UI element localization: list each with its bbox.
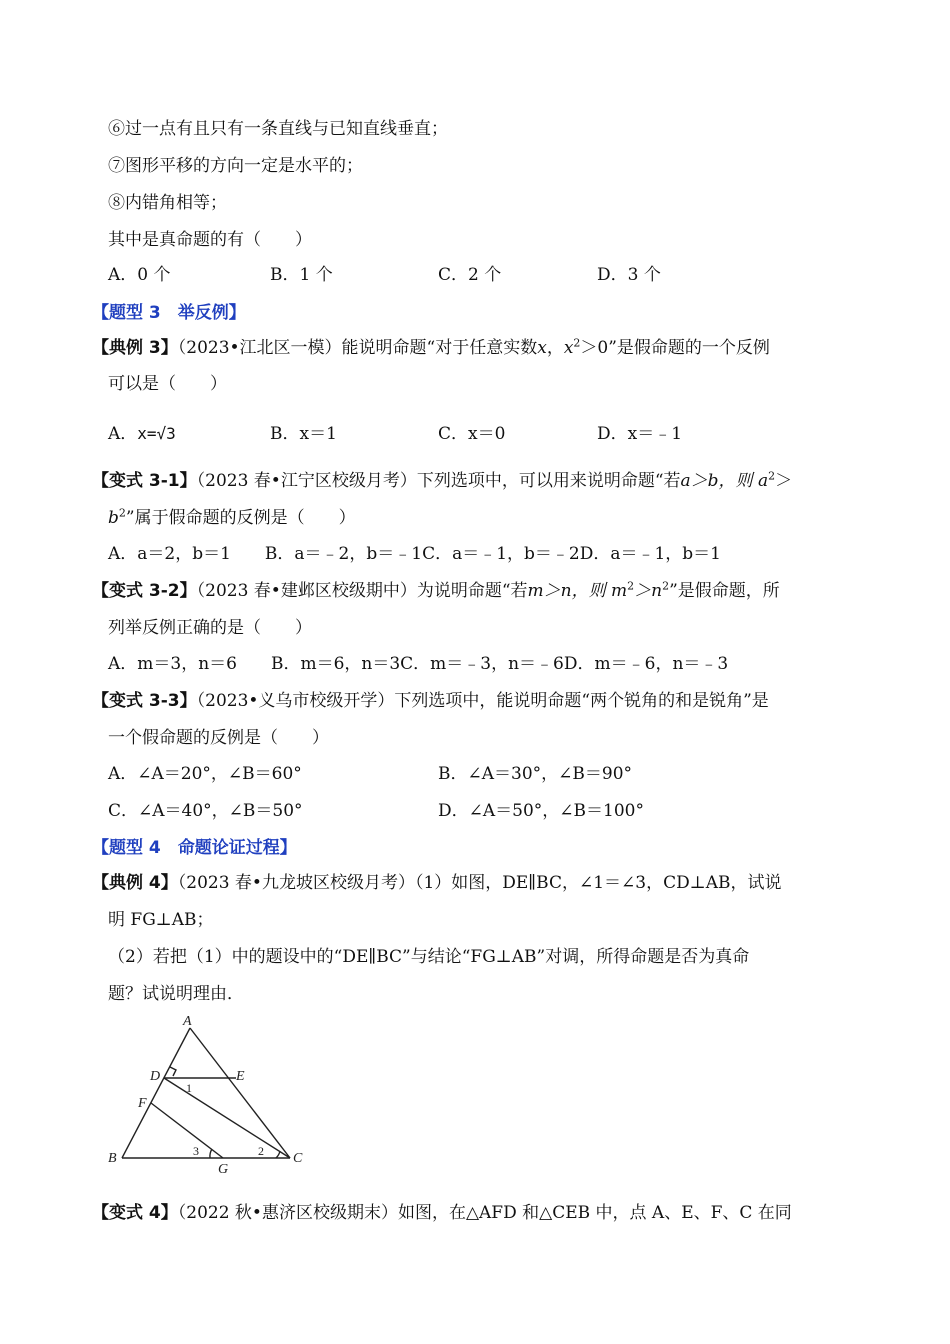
label-D: D (150, 1069, 161, 1084)
label-G: G (218, 1162, 229, 1175)
example3-option-d: D．x＝﹣1 (597, 424, 683, 444)
segment-AC (190, 1028, 290, 1158)
option-a-prefix: A． (108, 424, 138, 444)
variant31-tag: 【变式 3-1】 (92, 471, 197, 491)
variant33-option-c: C．∠A＝40°，∠B＝50° (108, 801, 303, 821)
example3-source: （2023•江北区一模）能说明命题“对于任意实数 (177, 338, 538, 358)
label-F: F (138, 1096, 147, 1111)
variant32-cond: m＞n，则 m (527, 581, 628, 601)
option-c: C．2 个 (438, 265, 502, 285)
geometry-figure (100, 1010, 320, 1175)
variant31-b: b (108, 508, 119, 528)
segment-AB (122, 1028, 190, 1158)
list-item-6: ⑥过一点有且只有一条直线与已知直线垂直； (108, 119, 448, 139)
label-2: 2 (258, 1144, 264, 1158)
variant32-tag: 【变式 3-2】 (92, 581, 197, 601)
var-x: x (537, 338, 547, 358)
example4-text: （2023 春•九龙坡区校级月考）（1）如图，DE∥BC，∠1＝∠3，CD⊥AB，试说 (177, 873, 782, 893)
label-1: 1 (186, 1081, 192, 1095)
variant32-tail: ”是假命题，所 (669, 581, 780, 601)
variant32-line2: 列举反例正确的是（ ） (108, 618, 312, 638)
variant4-tag: 【变式 4】 (92, 1203, 178, 1223)
list-item-8: ⑧内错角相等； (108, 193, 227, 213)
option-a: A．0 个 (108, 265, 171, 285)
example3-option-c: C．x＝0 (438, 424, 506, 444)
label-B: B (108, 1151, 117, 1166)
variant31-line1 (92, 470, 792, 492)
variant31-text: （2023 春•江宁区校级月考）下列选项中，可以用来说明命题“若 (196, 471, 681, 491)
variant31-line2 (108, 507, 356, 529)
variant31-cond: a＞b，则 a (680, 471, 769, 491)
example3-option-b: B．x＝1 (270, 424, 337, 444)
variant31-rest: ”属于假命题的反例是（ ） (125, 508, 356, 528)
variant33-text: （2023•义乌市校级开学）下列选项中，能说明命题“两个锐角的和是锐角”是 (196, 691, 769, 711)
label-A: A (183, 1014, 192, 1029)
variant33-tag: 【变式 3-3】 (92, 691, 197, 711)
question-prompt: 其中是真命题的有（ ） (108, 230, 312, 250)
variant31-gt: ＞ (775, 471, 793, 491)
variant32-text: （2023 春•建邺区校级期中）为说明命题“若 (196, 581, 528, 601)
variant33-option-d: D．∠A＝50°，∠B＝100° (438, 801, 644, 821)
section-heading-type4: 【题型 4 命题论证过程】 (92, 838, 297, 858)
variant4-line1 (92, 1202, 792, 1224)
segment-DC (164, 1078, 290, 1158)
example3-tag: 【典例 3】 (92, 338, 178, 358)
variant32-line1 (92, 580, 780, 602)
variant33-option-a: A．∠A＝20°，∠B＝60° (108, 764, 302, 784)
variant32-options: A．m＝3，n＝6 B．m＝6，n＝3C．m＝﹣3，n＝﹣6D．m＝﹣6，n＝﹣3 (108, 654, 729, 674)
right-angle-mark (170, 1067, 176, 1076)
example4-line4: 题？试说明理由． (108, 984, 244, 1004)
sup-2: 2 (573, 336, 581, 350)
list-item-7: ⑦图形平移的方向一定是水平的； (108, 156, 363, 176)
variant32-sup-n: 2 (662, 579, 670, 593)
sep: ， (546, 338, 564, 358)
variant4-text: （2022 秋•惠济区校级期末）如图，在△AFD 和△CEB 中，点 A、E、F、C 在同 (177, 1203, 792, 1223)
label-3: 3 (193, 1144, 199, 1158)
variant31-options: A．a＝2，b＝1 B．a＝﹣2，b＝﹣1C．a＝﹣1，b＝﹣2D．a＝﹣1，b＝1 (108, 544, 722, 564)
example4-line1 (92, 872, 781, 894)
variant32-gtn: ＞n (634, 581, 663, 601)
example3-option-a (108, 423, 176, 445)
option-b: B．1 个 (270, 265, 333, 285)
variant32-sup-m: 2 (627, 579, 635, 593)
example4-line3: （2）若把（1）中的题设中的“DE∥BC”与结论“FG⊥AB”对调，所得命题是否为真命 (108, 947, 750, 967)
var-x2: x (563, 338, 574, 358)
angle-mark-2 (276, 1151, 280, 1158)
example3-line1 (92, 337, 770, 359)
example4-line2: 明 FG⊥AB； (108, 910, 214, 930)
example3-line2: 可以是（ ） (108, 374, 227, 394)
label-C: C (293, 1151, 303, 1166)
angle-mark-3 (210, 1149, 212, 1158)
example3-tail: ＞0”是假命题的一个反例 (580, 338, 770, 358)
variant31-sup-a: 2 (768, 469, 776, 483)
variant33-line1 (92, 690, 769, 712)
option-d: D．3 个 (597, 265, 661, 285)
section-heading-type3: 【题型 3 举反例】 (92, 303, 246, 323)
variant33-option-b: B．∠A＝30°，∠B＝90° (438, 764, 633, 784)
option-a-math: x=√3 (137, 424, 176, 443)
label-E: E (236, 1069, 245, 1084)
variant33-line2: 一个假命题的反例是（ ） (108, 728, 329, 748)
example4-tag: 【典例 4】 (92, 873, 178, 893)
variant31-sup-b: 2 (118, 506, 126, 520)
